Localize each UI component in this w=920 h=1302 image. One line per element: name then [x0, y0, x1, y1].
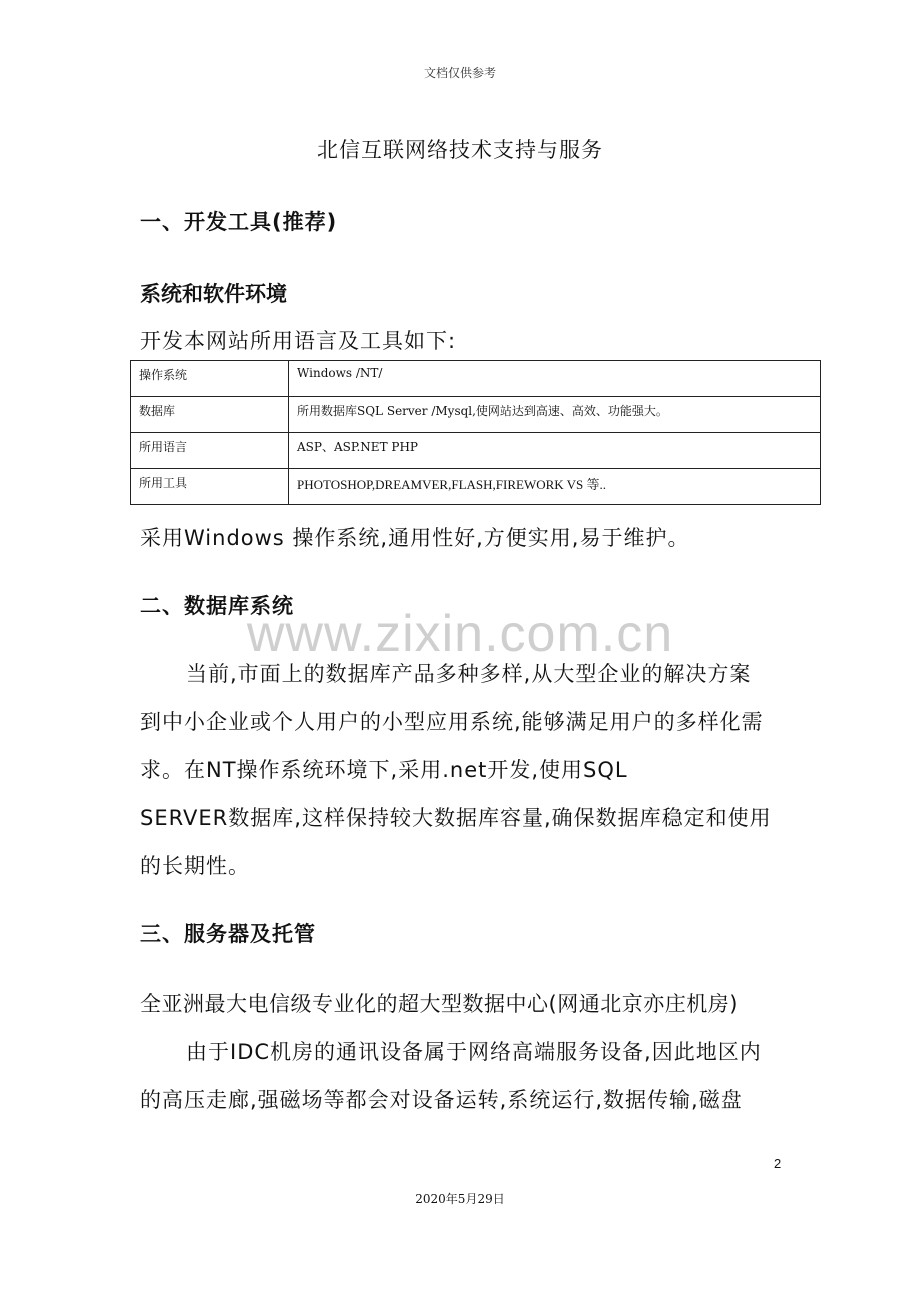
footer-date: 2020年5月29日: [415, 1192, 505, 1206]
table-value: ASP、ASP.NET PHP: [289, 433, 821, 469]
paragraph-line: 的高压走廊,强磁场等都会对设备运转,系统运行,数据传输,磁盘: [140, 1088, 743, 1112]
table-row: [131, 397, 821, 433]
section3-heading: 三、服务器及托管: [140, 922, 316, 946]
environment-table: [130, 360, 821, 505]
paragraph-line: 全亚洲最大电信级专业化的超大型数据中心(网通北京亦庄机房): [140, 992, 738, 1016]
table-key: 数据库: [131, 397, 289, 433]
table-value: PHOTOSHOP,DREAMVER,FLASH,FIREWORK VS 等..: [289, 469, 821, 505]
paragraph-line: 由于IDC机房的通讯设备属于网络高端服务设备,因此地区内: [186, 1040, 762, 1064]
paragraph-line: 求。在NT操作系统环境下,采用.net开发,使用SQL: [140, 758, 628, 782]
table-row: [131, 469, 821, 505]
paragraph-line: 到中小企业或个人用户的小型应用系统,能够满足用户的多样化需: [140, 710, 764, 734]
paragraph-line: 的长期性。: [140, 854, 250, 878]
paragraph-line: SERVER数据库,这样保持较大数据库容量,确保数据库稳定和使用: [140, 806, 772, 830]
section2-heading: 二、数据库系统: [140, 594, 294, 618]
header-note: 文档仅供参考: [423, 66, 496, 80]
table-value: Windows /NT/: [289, 361, 821, 397]
table-key: 所用语言: [131, 433, 289, 469]
section1-subheading: 系统和软件环境: [140, 282, 287, 306]
table-row: [131, 361, 821, 397]
section1-heading: 一、开发工具(推荐): [140, 210, 338, 234]
document-title: 北信互联网络技术支持与服务: [317, 138, 603, 162]
table-key: 所用工具: [131, 469, 289, 505]
table-row: [131, 433, 821, 469]
table-key: 操作系统: [131, 361, 289, 397]
section1-intro: 开发本网站所用语言及工具如下:: [140, 329, 457, 353]
paragraph-line: 当前,市面上的数据库产品多种多样,从大型企业的解决方案: [186, 662, 752, 686]
section1-note: 采用Windows 操作系统,通用性好,方便实用,易于维护。: [140, 526, 690, 550]
table-value: 所用数据库SQL Server /Mysql,使网站达到高速、高效、功能强大。: [289, 397, 821, 433]
page-number: 2: [774, 1156, 782, 1171]
watermark: www.zixin.com.cn: [246, 605, 674, 663]
